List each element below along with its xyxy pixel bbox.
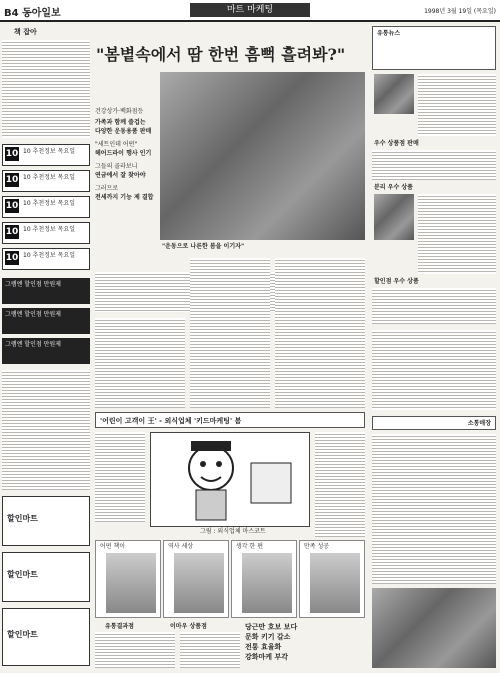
- promo-banner: 그램엔 할인점 만원제: [2, 308, 90, 334]
- main-photo: [160, 72, 365, 240]
- bottom-ad: 할인마트: [2, 608, 90, 666]
- sub-headline-box: [95, 412, 365, 428]
- date-line: 1998년 3월 19일 (목요일): [424, 8, 496, 15]
- main-headline: "봄볕속에서 땀 한번 흠뻑 흘려봐?": [96, 45, 346, 64]
- classified-ad: 10 10 추천정보 목요일: [2, 144, 90, 166]
- right-text-block: [418, 74, 496, 136]
- product-photo: [374, 194, 414, 240]
- classified-ad: 10 10 추천정보 목요일: [2, 222, 90, 244]
- article-body: [95, 318, 185, 408]
- product-photo: [374, 74, 414, 114]
- classified-ad: 10 10 추천정보 목요일: [2, 170, 90, 192]
- right-text-block: [372, 288, 496, 324]
- promo-banner: 그램엔 할인점 만원제: [2, 278, 90, 304]
- article-body: [190, 258, 270, 408]
- sub-article-body: [315, 432, 365, 537]
- left-column-title: 책 잡아: [14, 28, 37, 36]
- right-photo-box: [372, 416, 496, 430]
- promo-banner: 그램엔 할인점 만원제: [2, 338, 90, 364]
- right-top-label: 유통뉴스: [377, 30, 401, 37]
- right-bottom-photo: [372, 588, 496, 668]
- bottom-title: 당근만 호보 보다 문화 키기 갈소 전통 효율화 강화마케 부각: [245, 622, 298, 661]
- right-top-box: [372, 26, 496, 70]
- book-card: 역사 세상: [163, 540, 229, 618]
- page-number: B4 동아일보: [4, 8, 61, 19]
- article-body: [275, 258, 365, 408]
- right-item-label: 우수 상품점 판매: [374, 140, 419, 147]
- bottom-body: [180, 632, 240, 668]
- bottom-label: 이마우 상품점: [170, 623, 207, 630]
- bottom-ad: 할인마트: [2, 552, 90, 602]
- cartoon-illustration: [150, 432, 310, 527]
- bottom-ad: 할인마트: [2, 496, 90, 546]
- left-text-block: [2, 40, 90, 138]
- right-text-block: [372, 330, 496, 410]
- cartoon-figure-icon: [151, 433, 309, 526]
- book-card: 생각 한 편: [231, 540, 297, 618]
- book-card: 만족 성공: [299, 540, 365, 618]
- bottom-label: 유통결과점: [105, 623, 134, 630]
- sub-headline: '어린이 고객이 王' - 외식업체 '키드마케팅' 봄: [100, 417, 242, 425]
- right-text-block: [418, 194, 496, 274]
- article-sidebar: 건강상가·백화점등 가족과 함께 즐겁는 다양한 운동용품 판매 "세트인데 어떤" 헤어드라이 행사 인기 그들의 골라보니 연금에서 잘 찾아야 그러므로 전세까지 기능 제 결합: [95, 108, 154, 201]
- right-text-block: [372, 150, 496, 180]
- section-title: 마트 마케팅: [190, 3, 310, 17]
- photo-caption: "운동으로 나른한 봄을 이기자": [162, 243, 245, 250]
- left-text-block: [2, 370, 90, 490]
- left-column: [2, 26, 90, 671]
- page-header: [0, 0, 500, 22]
- classified-ad: 10 10 추천정보 목요일: [2, 196, 90, 218]
- cartoon-caption: 그림 : 외식업체 마스코트: [200, 528, 266, 535]
- classified-ad: 10 10 추천정보 목요일: [2, 248, 90, 270]
- right-photo-label: 소통매장: [467, 420, 491, 427]
- sub-article-body: [95, 432, 145, 522]
- right-text-block: [372, 434, 496, 584]
- book-card: 어떤 책이: [95, 540, 161, 618]
- right-item-label: 분리 우수 상품: [374, 184, 413, 191]
- bottom-body: [95, 632, 175, 668]
- right-item-label: 할인점 우수 상품: [374, 278, 419, 285]
